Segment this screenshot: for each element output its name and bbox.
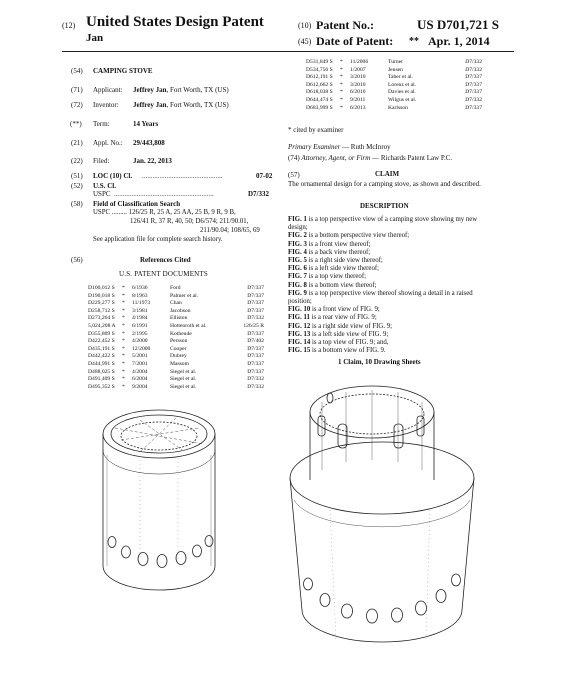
reference-star: * bbox=[340, 66, 343, 73]
reference-class: D7/337 bbox=[247, 345, 264, 352]
reference-star: * bbox=[340, 81, 343, 88]
reference-number: D190,018 S bbox=[88, 292, 115, 299]
loc-cl-value: 07-02 bbox=[256, 172, 273, 180]
reference-number: D488,025 S bbox=[88, 368, 115, 375]
figure-caption: is a back view thereof; bbox=[306, 248, 371, 256]
reference-name: Dubrey bbox=[170, 353, 187, 360]
reference-date: 1/2007 bbox=[350, 66, 366, 73]
figure-caption: is a left side view thereof; bbox=[306, 265, 379, 273]
reference-name: Palmer et al. bbox=[170, 292, 199, 299]
field-code-term: (**) bbox=[70, 120, 82, 128]
inventor-label: Inventor: bbox=[93, 101, 119, 109]
reference-number: D644,474 S bbox=[306, 97, 333, 103]
reference-name: Siegel et al. bbox=[170, 383, 197, 390]
reference-name: Chan bbox=[170, 300, 182, 307]
reference-star: * bbox=[122, 383, 125, 390]
date-of-patent-label: Date of Patent: bbox=[316, 34, 394, 48]
figure-label: FIG. 6 bbox=[288, 265, 307, 273]
reference-class: D7/337 bbox=[247, 368, 264, 375]
reference-number: D273,264 S bbox=[88, 315, 115, 322]
reference-name: Jensen bbox=[388, 66, 403, 73]
figure-caption: is a bottom view thereof; bbox=[306, 281, 377, 289]
reference-date: 6/2010 bbox=[350, 89, 366, 96]
figure-caption: is a right side view of FIG. 9; bbox=[310, 322, 393, 330]
reference-date: 4/2000 bbox=[132, 338, 148, 345]
attorney-label: Attorney, Agent, or Firm bbox=[301, 154, 371, 162]
reference-number: D534,756 S bbox=[306, 66, 333, 73]
reference-date: 3/2010 bbox=[350, 74, 366, 81]
reference-name: Siegel et al. bbox=[170, 368, 197, 375]
figure-caption: is a top view thereof; bbox=[306, 273, 366, 281]
reference-class: D7/332 bbox=[247, 376, 264, 383]
figure-caption: is a front view thereof; bbox=[306, 240, 371, 248]
figure-label: FIG. 7 bbox=[288, 273, 307, 281]
reference-number: D422,452 S bbox=[88, 338, 115, 345]
us-patent-documents-title: U.S. PATENT DOCUMENTS bbox=[119, 270, 208, 278]
reference-date: 6/2004 bbox=[132, 376, 148, 383]
figure-label: FIG. 10 bbox=[288, 306, 311, 314]
reference-class: D7/337 bbox=[465, 74, 482, 81]
reference-number: D258,712 S bbox=[88, 307, 115, 314]
field-search-label: Field of Classification Search bbox=[93, 200, 181, 208]
reference-class: D7/332 bbox=[465, 97, 482, 103]
document-type-title: United States Design Patent bbox=[86, 14, 264, 30]
reference-name: Wilgus et al. bbox=[388, 97, 417, 103]
field-search-line4: See application file for complete search history. bbox=[93, 236, 223, 243]
reference-star: * bbox=[122, 285, 125, 291]
figure-label: FIG. 11 bbox=[288, 314, 310, 322]
field-search-line3: 211/90.04; 108/65, 69 bbox=[200, 227, 260, 234]
reference-number: D355,809 S bbox=[88, 330, 115, 337]
reference-name: Ford bbox=[170, 285, 181, 291]
reference-class: D7/332 bbox=[247, 315, 264, 322]
patent-date: Apr. 1, 2014 bbox=[428, 34, 490, 48]
field-code-22: (22) bbox=[71, 157, 83, 165]
uspc-label: USPC bbox=[93, 190, 111, 198]
inventor-location: , Fort Worth, TX (US) bbox=[166, 101, 229, 109]
reference-star: * bbox=[122, 376, 125, 383]
reference-date: 11/2006 bbox=[350, 59, 369, 65]
field-code-54: (54) bbox=[71, 67, 83, 75]
us-cl-dots: ......................................................... bbox=[114, 190, 214, 198]
inventor-name: Jeffrey Jan bbox=[133, 101, 167, 109]
reference-date: 4/2004 bbox=[132, 368, 148, 375]
reference-class: D7/337 bbox=[247, 300, 264, 307]
field-code-51: (51) bbox=[71, 172, 83, 180]
reference-class: D7/402 bbox=[247, 338, 264, 345]
reference-name: Hottenroth et al. bbox=[170, 323, 207, 329]
reference-star: * bbox=[340, 97, 343, 103]
reference-date: 11/1973 bbox=[132, 300, 151, 307]
figure-caption: is a top perspective view of a camping stove showing my new design; bbox=[288, 216, 478, 232]
reference-name: Persson bbox=[170, 338, 188, 345]
patent-no-label: Patent No.: bbox=[316, 18, 374, 32]
reference-star: * bbox=[122, 330, 125, 337]
applicant-location: , Fort Worth, TX (US) bbox=[166, 86, 229, 94]
reference-class: D7/337 bbox=[247, 285, 264, 291]
reference-date: 3/1981 bbox=[132, 307, 148, 314]
reference-name: Davies et al. bbox=[388, 89, 416, 96]
figure-caption: is a front view of FIG. 9; bbox=[310, 306, 380, 314]
reference-number: D612,191 S bbox=[306, 74, 333, 81]
appl-no-label: Appl. No.: bbox=[93, 139, 123, 147]
field-code-58: (58) bbox=[71, 200, 83, 208]
reference-class: D7/337 bbox=[465, 89, 482, 96]
reference-class: D7/337 bbox=[247, 361, 264, 367]
figure-label: FIG. 12 bbox=[288, 322, 311, 330]
reference-star: * bbox=[340, 59, 343, 65]
reference-date: 6/1991 bbox=[132, 323, 148, 329]
reference-class: D7/337 bbox=[247, 307, 264, 314]
appl-no-value: 29/443,808 bbox=[133, 139, 165, 147]
reference-star: * bbox=[340, 104, 343, 111]
claim-title: CLAIM bbox=[375, 170, 400, 178]
reference-star: * bbox=[122, 323, 125, 329]
cited-by-examiner: * cited by examiner bbox=[288, 126, 344, 134]
filed-value: Jan. 22, 2013 bbox=[133, 157, 172, 165]
figure-caption: is a top view of FIG. 9; and, bbox=[310, 339, 389, 346]
figure-caption: is a left side view of FIG. 9; bbox=[310, 330, 389, 338]
loc-cl-label: LOC (10) Cl. bbox=[93, 172, 133, 180]
reference-number: D442,422 S bbox=[88, 353, 115, 360]
reference-number: D444,991 S bbox=[88, 361, 115, 367]
reference-number: 5,024,208 A bbox=[88, 323, 116, 329]
reference-date: 2/1995 bbox=[132, 330, 148, 337]
reference-name: Cooper bbox=[170, 345, 187, 352]
primary-examiner-label: Primary Examiner bbox=[288, 143, 341, 151]
reference-star: * bbox=[340, 74, 343, 81]
figure-label: FIG. 8 bbox=[288, 281, 307, 289]
field-code-52: (52) bbox=[71, 182, 83, 190]
applicant-label: Applicant: bbox=[93, 86, 123, 94]
reference-date: 5/2001 bbox=[132, 353, 148, 360]
reference-class: D7/337 bbox=[465, 104, 482, 111]
reference-star: * bbox=[122, 292, 125, 299]
reference-date: 4/1984 bbox=[132, 315, 148, 322]
attorney-code: (74) bbox=[288, 154, 300, 162]
inventor-short-name: Jan bbox=[86, 32, 104, 44]
reference-name: Karlsson bbox=[388, 104, 408, 111]
reference-date: 9/2004 bbox=[132, 383, 148, 390]
reference-class: D7/337 bbox=[247, 292, 264, 299]
figure-caption: is a right side view thereof; bbox=[306, 257, 383, 264]
field-code-71: (71) bbox=[71, 86, 83, 94]
reference-name: Kotheude bbox=[170, 330, 192, 337]
reference-star: * bbox=[122, 345, 125, 352]
invention-title: CAMPING STOVE bbox=[93, 67, 153, 75]
reference-number: D618,038 S bbox=[306, 89, 333, 96]
patent-no-code: (10) bbox=[298, 21, 312, 30]
term-value: 14 Years bbox=[133, 120, 159, 128]
primary-examiner-name: — Ruth McInroy bbox=[340, 143, 391, 151]
reference-date: 6/1936 bbox=[132, 285, 148, 291]
us-cl-value: D7/332 bbox=[248, 190, 269, 198]
figure-label: FIG. 3 bbox=[288, 240, 307, 248]
reference-date: 6/2013 bbox=[350, 104, 366, 111]
reference-star: * bbox=[122, 315, 125, 322]
reference-date: 7/2001 bbox=[132, 361, 148, 367]
reference-star: * bbox=[122, 353, 125, 360]
references-cited-title: References Cited bbox=[140, 256, 191, 264]
reference-class: D7/337 bbox=[247, 330, 264, 337]
us-cl-label: U.S. Cl. bbox=[93, 182, 116, 190]
date-code: (45) bbox=[298, 37, 312, 46]
camping-stove-raised-drawing bbox=[290, 386, 474, 642]
reference-class: D7/337 bbox=[247, 353, 264, 360]
field-search-line1: USPC ......... 126/25 R, 25 A, 25 AA, 25 B, 9 R, 9 B, bbox=[93, 209, 236, 216]
reference-star: * bbox=[122, 338, 125, 345]
figure-label: FIG. 14 bbox=[288, 339, 311, 346]
field-search-line2: 126/41 R, 37 R, 40, 50; D6/574; 211/90.01, bbox=[130, 218, 249, 225]
attorney-name: — Richards Patent Law P.C. bbox=[370, 154, 453, 162]
claims-summary: 1 Claim, 10 Drawing Sheets bbox=[338, 358, 421, 366]
reference-name: Taber et al. bbox=[388, 74, 413, 81]
figure-label: FIG. 13 bbox=[288, 330, 311, 338]
reference-star: * bbox=[122, 300, 125, 307]
header-code-12: (12) bbox=[62, 21, 76, 30]
reference-class: D7/332 bbox=[465, 59, 482, 65]
figure-caption: is a top perspective view thereof showing a detail in a raised position; bbox=[288, 289, 473, 305]
term-label: Term: bbox=[93, 120, 110, 128]
reference-date: 8/1963 bbox=[132, 292, 148, 299]
loc-cl-dots: .............................................. bbox=[142, 172, 223, 180]
reference-name: Lorenz et al. bbox=[388, 81, 417, 88]
reference-name: Massom bbox=[170, 361, 189, 367]
reference-number: D683,999 S bbox=[306, 104, 333, 111]
figure-label: FIG. 2 bbox=[288, 232, 307, 240]
reference-date: 9/2011 bbox=[350, 97, 366, 103]
claim-text: The ornamental design for a camping stove, as shown and described. bbox=[288, 180, 481, 188]
reference-date: 3/2010 bbox=[350, 81, 366, 88]
figure-label: FIG. 5 bbox=[288, 257, 307, 264]
reference-star: * bbox=[122, 307, 125, 314]
filed-label: Filed: bbox=[93, 157, 110, 165]
camping-stove-closed-drawing bbox=[103, 410, 215, 590]
reference-number: D531,849 S bbox=[306, 59, 333, 65]
reference-star: * bbox=[340, 89, 343, 96]
reference-number: D435,191 S bbox=[88, 345, 115, 352]
figure-label: FIG. 1 bbox=[288, 216, 307, 223]
reference-name: Siegel et al. bbox=[170, 376, 197, 383]
reference-number: D100,012 S bbox=[88, 285, 115, 291]
figure-caption: is a bottom view of FIG. 9. bbox=[310, 347, 386, 355]
reference-star: * bbox=[122, 361, 125, 367]
field-code-56: (56) bbox=[71, 256, 83, 264]
reference-name: Jacobson bbox=[170, 307, 191, 314]
date-stars: ** bbox=[409, 36, 419, 47]
figure-label: FIG. 9 bbox=[288, 289, 307, 297]
reference-class: D7/332 bbox=[247, 383, 264, 390]
reference-number: D491,409 S bbox=[88, 376, 115, 383]
reference-number: D495,352 S bbox=[88, 383, 115, 390]
reference-name: Turner bbox=[388, 59, 404, 65]
reference-name: Elliston bbox=[170, 315, 188, 322]
reference-class: 126/25 R bbox=[243, 323, 264, 329]
reference-star: * bbox=[122, 368, 125, 375]
figure-label: FIG. 15 bbox=[288, 347, 311, 355]
description-title: DESCRIPTION bbox=[360, 202, 409, 210]
figure-caption: is a bottom perspective view thereof; bbox=[306, 232, 410, 240]
applicant-name: Jeffrey Jan bbox=[133, 86, 167, 94]
figure-label: FIG. 4 bbox=[288, 248, 307, 256]
figure-caption: is a rear view of FIG. 9; bbox=[309, 314, 377, 322]
patent-number: US D701,721 S bbox=[417, 17, 499, 32]
reference-class: D7/337 bbox=[465, 81, 482, 88]
reference-class: D7/332 bbox=[465, 66, 482, 73]
field-code-72: (72) bbox=[71, 101, 83, 109]
claim-code-57: (57) bbox=[288, 171, 300, 179]
field-code-21: (21) bbox=[71, 139, 83, 147]
reference-number: D612,662 S bbox=[306, 81, 333, 88]
reference-date: 12/2000 bbox=[132, 345, 151, 352]
reference-number: D229,277 S bbox=[88, 300, 115, 307]
